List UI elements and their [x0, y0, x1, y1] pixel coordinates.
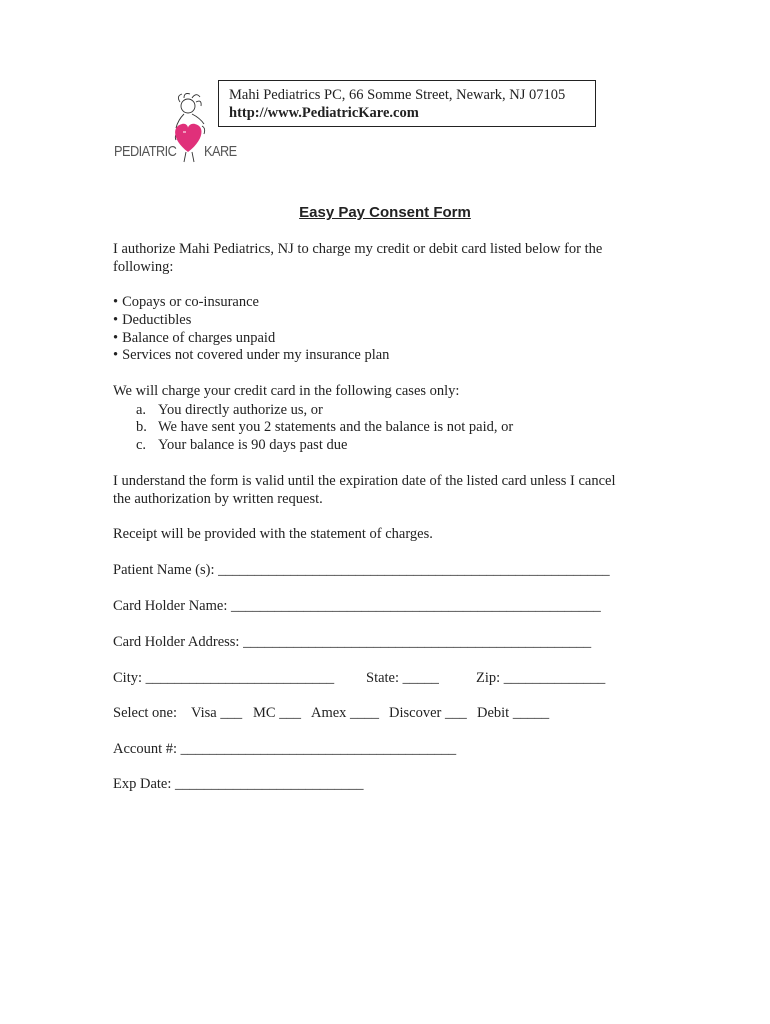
zip-field[interactable]: Zip: ______________ — [476, 670, 606, 686]
amex-option[interactable]: Amex ____ — [311, 705, 380, 721]
bullet-item: • Services not covered under my insurance plan — [113, 347, 389, 364]
validity-line-1: I understand the form is valid until the expiration date of the listed card unless I cancel — [113, 473, 616, 489]
logo-text-kare: KARE — [204, 144, 237, 160]
case-item-a — [136, 402, 323, 419]
case-mark: c. — [136, 437, 147, 453]
case-mark: a. — [136, 402, 147, 418]
intro-line-2: following: — [113, 259, 174, 275]
mc-option[interactable]: MC ___ — [253, 705, 301, 721]
practice-info-box — [218, 80, 596, 127]
card-holder-address-field[interactable]: Card Holder Address: ________________________________________________ — [113, 634, 592, 650]
cases-lead: We will charge your credit card in the following cases only: — [113, 383, 460, 399]
city-field[interactable]: City: __________________________ — [113, 670, 335, 686]
bullet-item: • Balance of charges unpaid — [113, 330, 275, 347]
validity-line-2: the authorization by written request. — [113, 491, 323, 507]
case-text: We have sent you 2 statements and the balance is not paid, or — [158, 419, 514, 435]
case-mark: b. — [136, 419, 147, 435]
state-field[interactable]: State: _____ — [366, 670, 439, 686]
practice-website: http://www.PediatricKare.com — [229, 105, 419, 121]
bullet-item: • Deductibles — [113, 312, 191, 329]
intro-line-1: I authorize Mahi Pediatrics, NJ to charge my credit or debit card listed below for the — [113, 241, 603, 257]
card-type-label: Select one: — [113, 705, 178, 721]
account-number-field[interactable]: Account #: ______________________________________ — [113, 741, 457, 757]
case-text: Your balance is 90 days past due — [158, 437, 348, 453]
case-text: You directly authorize us, or — [158, 402, 323, 418]
form-title: Easy Pay Consent Form — [299, 204, 471, 221]
bullet-item: • Copays or co-insurance — [113, 294, 259, 311]
receipt-note: Receipt will be provided with the statement of charges. — [113, 526, 433, 542]
card-holder-name-field[interactable]: Card Holder Name: ___________________________________________________ — [113, 598, 601, 614]
patient-name-field[interactable]: Patient Name (s): ______________________________________________________ — [113, 562, 610, 578]
case-item-b — [136, 419, 513, 436]
exp-date-field[interactable]: Exp Date: __________________________ — [113, 776, 364, 792]
debit-option[interactable]: Debit _____ — [477, 705, 550, 721]
practice-address: Mahi Pediatrics PC, 66 Somme Street, Newark, NJ 07105 — [229, 87, 566, 103]
logo-text-pediatric: PEDIATRIC — [114, 144, 177, 160]
case-item-c — [136, 437, 347, 454]
visa-option[interactable]: Visa ___ — [191, 705, 243, 721]
discover-option[interactable]: Discover ___ — [389, 705, 467, 721]
